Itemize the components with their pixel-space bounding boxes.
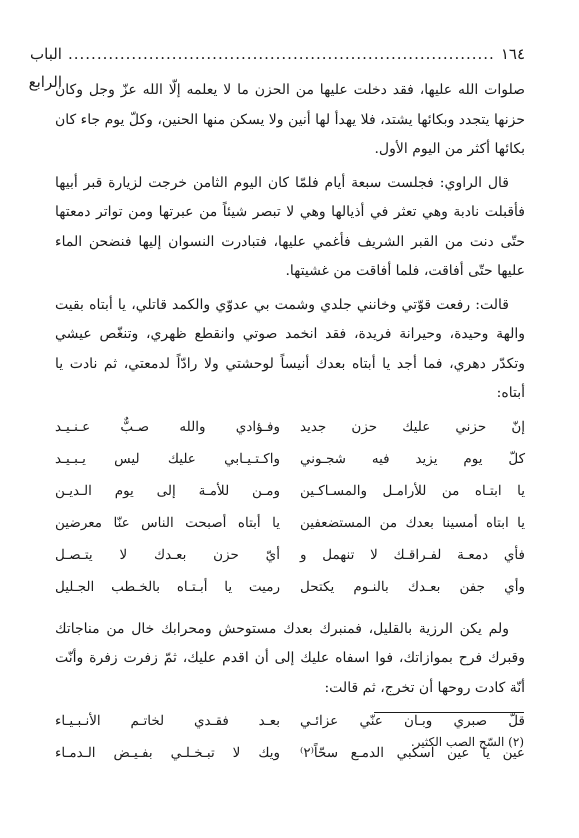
paragraph-2: قال الراوي: فجلست سبعة أيام فلمّا كان اليوم الثامن خرجت لزيارة قبر أبيها فأقبلت نادبة وهي تعثر في أذيالها وهي لا تبصر شيئاً من عبرتها ومن تواتر دمعتها حتّى دنت من القبر الشريف فأغمي عليها، فتبادرت النسوان إليها فنضحن الماء عليها حتّى أفاقت، فلما أفاقت من غشيتها.: [55, 174, 525, 279]
verse-second-hemistich: يا أبتاه أصبحت الناس عنّا معرضين: [55, 514, 280, 531]
verse-first-hemistich: يا ابتاه أمسينا بعدك من المستضعفين: [300, 514, 525, 531]
verse-second-hemistich: بعـد فقـدي لخاتـم الأنـبـيـاء: [55, 713, 280, 729]
paragraph-4: ولم يكن الرزية بالقليل، فمنبرك بعدك مستوحش ومحرابك خال من مناجاتك وقبرك فرح بموازاتك، فوا اسفاه عليك إلى أن اقدم عليك، ثمّ زفرت زفرة وأنّت أنّة كادت روحها أن تخرج، ثم قالت:: [55, 620, 525, 696]
verse: [55, 443, 525, 475]
footnote: (٢) السّح الصب الكثير.: [410, 735, 524, 749]
footnote-divider: [374, 712, 524, 713]
book-page: [28, 40, 525, 769]
verse: [55, 571, 525, 603]
verse: [55, 411, 525, 443]
verse: [55, 507, 525, 539]
verse-second-hemistich: ومـن للأمـة إلى يوم الـديـن: [55, 482, 280, 499]
verse-first-hemistich: كلّ يوم يزيد فيه شجـوني: [300, 450, 525, 467]
poem-1: [55, 411, 525, 603]
verse-second-hemistich: وفـؤادي والله صـبٌّ عـنـيـد: [55, 418, 280, 435]
verse: [55, 475, 525, 507]
verse-first-hemistich: إنّ حزني عليك حزن جديد: [300, 418, 525, 435]
page-number: ١٦٤: [500, 45, 525, 63]
paragraph-3: قالت: رفعت قوّتي وخانني جلدي وشمت بي عدوّي والكمد قاتلي، يا أبتاه بقيت والهة وحيدة، وحيرانة فريدة، فقد انخمد صوتي وانقطع ظهري، وتنغّص عيشي وتكدّر دهري، فما أجد يا أبتاه بعدك أنيساً لوحشتي ولا رادّاً لدمعتي، ثم نادت يا أبتاه:: [55, 296, 525, 401]
verse-second-hemistich: ويك لا تبـخـلـي بفـيـض الـدمـاء: [55, 745, 280, 761]
page-header: [28, 40, 525, 91]
verse-first-hemistich: قلّ صبري وبـان عنّي عزائـي: [300, 713, 525, 729]
verse-first-hemistich: عين يا عين اسكبي الدمـع سحّاً⁽٢⁾: [300, 745, 525, 761]
header-dots: ..........................................................................: [67, 45, 495, 63]
verse-first-hemistich: وأي جفن بعـدك بالنـوم يكتحل: [300, 578, 525, 595]
paragraph-1: صلوات الله عليها، فقد دخلت عليها من الحزن ما لا يعلمه إلّا الله عزّ وجل وكان حزنها يتجدد وبكائها يشتد، فلا يهدأ لها أنين ولا يسكن منها الحنين، وكلّ يوم جاء كان بكائها أكثر من اليوم الأول.: [55, 82, 525, 157]
verse-second-hemistich: أيّ حزن بعـدك لا يتـصـل: [55, 546, 280, 563]
verse-first-hemistich: يا ابتـاه من للأرامـل والمسـاكـين: [300, 482, 525, 499]
verse-second-hemistich: رميت يا أبـتـاه بالخـطب الجـليل: [55, 578, 280, 595]
chapter-title: الباب الرابع: [28, 45, 62, 91]
verse-first-hemistich: فأي دمعـة لفـراقـك لا تنهمل و: [300, 546, 525, 563]
verse-second-hemistich: واكـتـيـابي عليك ليس يـبـيـد: [55, 450, 280, 467]
verse: [55, 539, 525, 571]
